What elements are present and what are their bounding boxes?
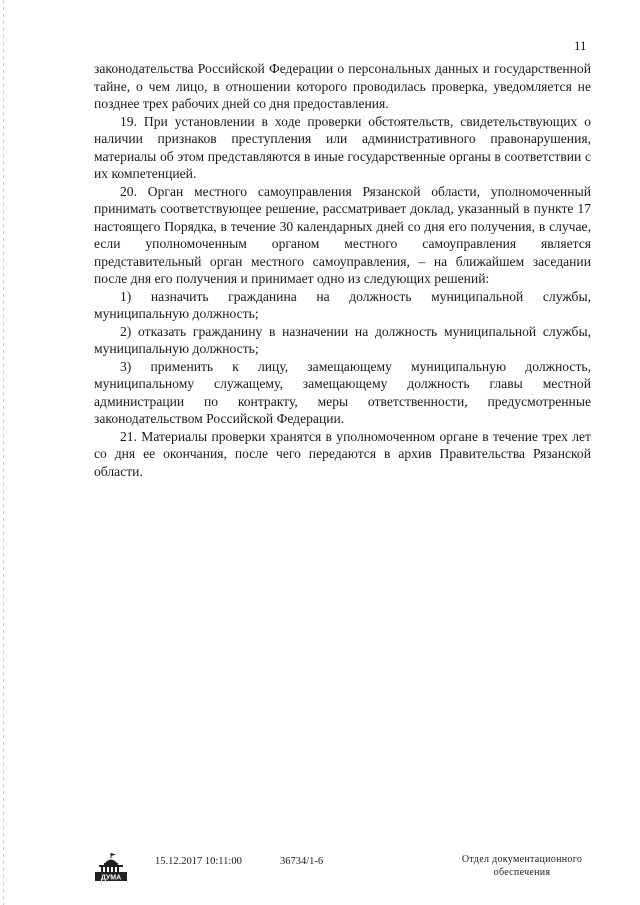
department-stamp-line-2: обеспечения: [493, 867, 551, 878]
document-body: [94, 60, 591, 480]
duma-building-logo-icon: [92, 852, 130, 882]
paragraph-subitem-3: 3) применить к лицу, замещающему муниципальную должность, муниципальному служащему, замещающему должность главы местной администрации по контракту, меры ответственности, предусмотренные законодательством Российской Федерации.: [94, 358, 591, 426]
paragraph-item-19: 19. При установлении в ходе проверки обстоятельств, свидетельствующих о наличии признаков преступления или административного правонарушения, материалы об этом представляются в иные государственные органы в соответствии с их компетенцией.: [94, 113, 591, 181]
department-stamp-line-1: Отдел документационного: [461, 854, 583, 865]
page-number: 11: [574, 38, 587, 53]
paragraph-subitem-2: 2) отказать гражданину в назначении на должность муниципальной службы, муниципальную должность;: [94, 323, 591, 356]
duma-logo-text: ДУМА: [100, 874, 122, 882]
footer-datetime: 15.12.2017 10:11:00: [155, 856, 242, 867]
department-stamp: [452, 853, 592, 879]
paragraph-continuation: законодательства Российской Федерации о персональных данных и государственной тайне, о чем лицо, в отношении которого проводилась проверка, уведомляется не позднее трех рабочих дней со дня предоставления.: [94, 61, 591, 111]
footer-document-number: 36734/1-6: [280, 856, 324, 867]
scan-edge-artifact: [3, 0, 4, 905]
paragraph-subitem-1: 1) назначить гражданина на должность муниципальной службы, муниципальную должность;: [94, 288, 591, 321]
paragraph-item-20: 20. Орган местного самоуправления Рязанской области, уполномоченный принимать соответствующее решение, рассматривает доклад, указанный в пункте 17 настоящего Порядка, в течение 30 календарных дней со дня его получения, в случае, если уполномоченным органом местного самоуправления является представительный орган местного самоуправления, – на ближайшем заседании после дня его получения и принимает одно из следующих решений:: [94, 183, 591, 286]
paragraph-item-21: 21. Материалы проверки хранятся в уполномоченном органе в течение трех лет со дня ее окончания, после чего передаются в архив Правительства Рязанской области.: [94, 428, 591, 479]
